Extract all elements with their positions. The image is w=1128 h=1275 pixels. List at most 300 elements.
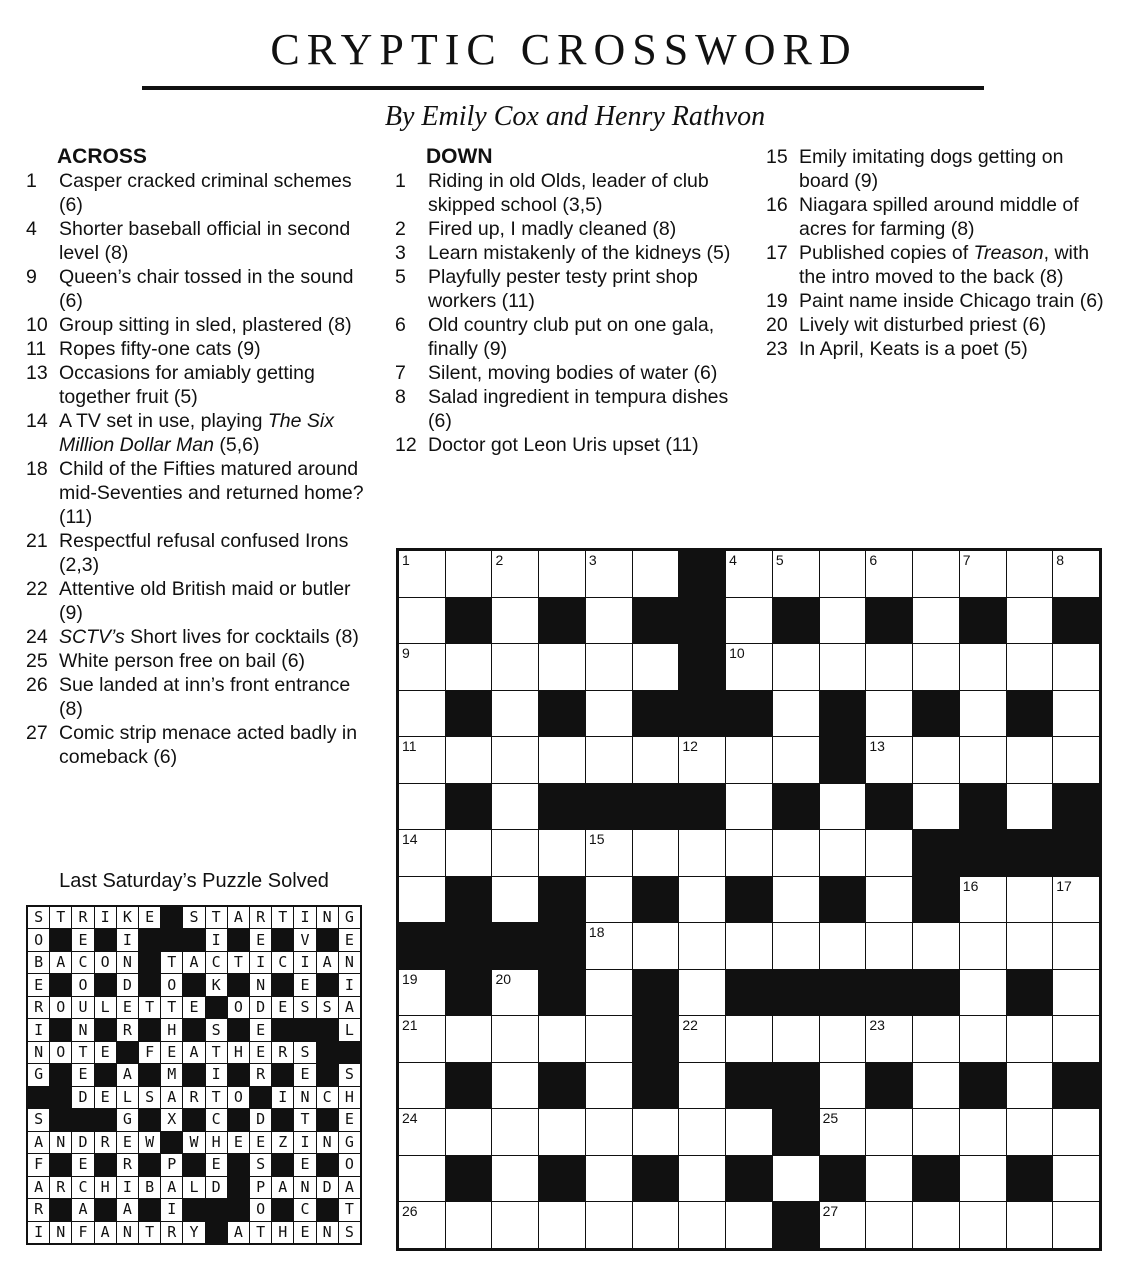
- grid-cell[interactable]: [726, 644, 772, 690]
- solved-block-cell: [272, 1064, 293, 1085]
- grid-cell[interactable]: [586, 1016, 632, 1062]
- grid-cell[interactable]: [866, 1202, 912, 1248]
- grid-cell[interactable]: [1007, 1063, 1053, 1109]
- solved-block-cell: [95, 929, 116, 950]
- solved-block-cell: [183, 1019, 204, 1040]
- grid-cell[interactable]: [820, 923, 866, 969]
- down-clue-8[interactable]: [395, 385, 740, 433]
- grid-cell[interactable]: [1007, 1016, 1053, 1062]
- grid-cell[interactable]: [446, 737, 492, 783]
- grid-cell[interactable]: [726, 784, 772, 830]
- grid-cell[interactable]: [633, 1109, 679, 1155]
- grid-cell[interactable]: [399, 830, 445, 876]
- grid-cell[interactable]: [726, 923, 772, 969]
- grid-cell[interactable]: [960, 1016, 1006, 1062]
- grid-cell[interactable]: [1053, 1156, 1099, 1202]
- grid-cell[interactable]: [1053, 1109, 1099, 1155]
- grid-cell[interactable]: [913, 1109, 959, 1155]
- clue-number: 13: [26, 362, 48, 384]
- down-clue-16[interactable]: [766, 193, 1111, 241]
- grid-cell[interactable]: [399, 970, 445, 1016]
- solved-block-cell: [317, 1019, 338, 1040]
- grid-cell[interactable]: [492, 830, 538, 876]
- clue-text: Published copies of Treason, with the intro moved to the back (8): [799, 242, 1090, 288]
- solved-block-cell: [139, 952, 160, 973]
- grid-cell[interactable]: [960, 877, 1006, 923]
- grid-block-cell: [866, 1063, 912, 1109]
- grid-cell[interactable]: [913, 551, 959, 597]
- grid-cell[interactable]: [1053, 877, 1099, 923]
- grid-cell[interactable]: [820, 598, 866, 644]
- grid-cell[interactable]: [492, 1109, 538, 1155]
- grid-cell[interactable]: [820, 1063, 866, 1109]
- solved-block-cell: [95, 1154, 116, 1175]
- clue-number: 15: [766, 146, 788, 168]
- grid-cell[interactable]: [586, 877, 632, 923]
- grid-cell[interactable]: [679, 970, 725, 1016]
- grid-cell[interactable]: [586, 1109, 632, 1155]
- grid-cell[interactable]: [446, 1109, 492, 1155]
- grid-cell[interactable]: [586, 644, 632, 690]
- grid-block-cell: [726, 691, 772, 737]
- grid-cell[interactable]: [1053, 644, 1099, 690]
- grid-cell[interactable]: [773, 737, 819, 783]
- grid-cell[interactable]: [960, 1202, 1006, 1248]
- down-clue-7[interactable]: [395, 361, 740, 385]
- solved-block-cell: [139, 1199, 160, 1220]
- grid-cell[interactable]: [586, 598, 632, 644]
- grid-cell[interactable]: [586, 551, 632, 597]
- grid-cell[interactable]: [492, 691, 538, 737]
- grid-cell[interactable]: [1007, 737, 1053, 783]
- clue-text: Paint name inside Chicago train (6): [799, 290, 1104, 312]
- grid-cell[interactable]: [586, 970, 632, 1016]
- solved-letter-cell: F: [28, 1154, 49, 1175]
- grid-cell[interactable]: [773, 1016, 819, 1062]
- grid-cell[interactable]: [586, 691, 632, 737]
- down-clue-23[interactable]: [766, 337, 1111, 361]
- grid-block-cell: [773, 970, 819, 1016]
- grid-cell[interactable]: [586, 830, 632, 876]
- grid-cell[interactable]: [1007, 551, 1053, 597]
- solved-letter-cell: T: [50, 907, 71, 928]
- grid-block-cell: [679, 644, 725, 690]
- solved-block-cell: [317, 974, 338, 995]
- grid-cell[interactable]: [399, 691, 445, 737]
- grid-block-cell: [446, 1063, 492, 1109]
- solved-letter-cell: S: [339, 1064, 360, 1085]
- cell-number: 11: [402, 738, 417, 755]
- grid-block-cell: [1053, 784, 1099, 830]
- across-clue-14[interactable]: [26, 409, 371, 457]
- grid-cell[interactable]: [866, 1109, 912, 1155]
- across-clue-21[interactable]: [26, 529, 371, 577]
- crossword-grid[interactable]: [396, 548, 1102, 1251]
- solved-block-cell: [228, 1199, 249, 1220]
- solved-letter-cell: E: [72, 1064, 93, 1085]
- across-clue-11[interactable]: [26, 337, 371, 361]
- cell-number: 12: [682, 738, 698, 755]
- solved-letter-cell: T: [206, 907, 227, 928]
- solved-letter-cell: T: [161, 952, 182, 973]
- down-clue-1[interactable]: [395, 169, 740, 217]
- solved-block-cell: [206, 1199, 227, 1220]
- solved-letter-cell: S: [28, 1109, 49, 1130]
- grid-cell[interactable]: [866, 923, 912, 969]
- grid-cell[interactable]: [446, 1202, 492, 1248]
- solved-block-cell: [139, 1109, 160, 1130]
- grid-cell[interactable]: [1007, 1202, 1053, 1248]
- clue-text: Ropes fifty-one cats (9): [59, 338, 261, 360]
- grid-cell[interactable]: [866, 737, 912, 783]
- solved-letter-cell: A: [339, 1177, 360, 1198]
- solved-letter-cell: C: [294, 1199, 315, 1220]
- grid-cell[interactable]: [539, 644, 585, 690]
- grid-block-cell: [539, 784, 585, 830]
- clue-number: 24: [26, 626, 48, 648]
- grid-cell[interactable]: [399, 644, 445, 690]
- grid-cell[interactable]: [820, 1109, 866, 1155]
- solved-block-cell: [272, 1154, 293, 1175]
- grid-cell[interactable]: [492, 877, 538, 923]
- grid-cell[interactable]: [726, 1109, 772, 1155]
- solved-letter-cell: R: [28, 1199, 49, 1220]
- grid-block-cell: [913, 970, 959, 1016]
- grid-cell[interactable]: [633, 737, 679, 783]
- grid-cell[interactable]: [679, 830, 725, 876]
- solved-block-cell: [228, 1109, 249, 1130]
- solved-block-cell: [72, 1109, 93, 1130]
- grid-cell[interactable]: [866, 551, 912, 597]
- grid-cell[interactable]: [913, 598, 959, 644]
- across-clue-25[interactable]: [26, 649, 371, 673]
- grid-cell[interactable]: [1007, 784, 1053, 830]
- clue-number: 23: [766, 338, 788, 360]
- grid-cell[interactable]: [539, 1109, 585, 1155]
- grid-cell[interactable]: [539, 1016, 585, 1062]
- grid-cell[interactable]: [820, 784, 866, 830]
- grid-cell[interactable]: [1007, 644, 1053, 690]
- grid-cell[interactable]: [492, 784, 538, 830]
- grid-cell[interactable]: [773, 1156, 819, 1202]
- grid-cell[interactable]: [679, 877, 725, 923]
- grid-cell[interactable]: [539, 1202, 585, 1248]
- grid-cell[interactable]: [679, 923, 725, 969]
- solved-letter-cell: I: [95, 907, 116, 928]
- solved-letter-cell: H: [161, 1019, 182, 1040]
- across-clue-10[interactable]: [26, 313, 371, 337]
- grid-cell[interactable]: [586, 1202, 632, 1248]
- across-clue-4[interactable]: [26, 217, 371, 265]
- cell-number: 24: [402, 1110, 418, 1127]
- grid-block-cell: [539, 877, 585, 923]
- down-clue-6[interactable]: [395, 313, 740, 361]
- solved-letter-cell: R: [250, 1064, 271, 1085]
- grid-cell[interactable]: [820, 551, 866, 597]
- grid-cell[interactable]: [446, 830, 492, 876]
- grid-cell[interactable]: [773, 644, 819, 690]
- grid-cell[interactable]: [1053, 1016, 1099, 1062]
- grid-cell[interactable]: [773, 877, 819, 923]
- grid-cell[interactable]: [1053, 923, 1099, 969]
- solved-letter-cell: N: [294, 1087, 315, 1108]
- grid-block-cell: [633, 784, 679, 830]
- grid-cell[interactable]: [586, 1156, 632, 1202]
- grid-cell[interactable]: [539, 830, 585, 876]
- solved-block-cell: [317, 1109, 338, 1130]
- solved-letter-cell: A: [228, 1222, 249, 1243]
- grid-cell[interactable]: [913, 1063, 959, 1109]
- across-clue-18[interactable]: [26, 457, 371, 529]
- clue-number: 27: [26, 722, 48, 744]
- solved-letter-cell: D: [250, 1109, 271, 1130]
- grid-cell[interactable]: [399, 1156, 445, 1202]
- grid-cell[interactable]: [679, 1109, 725, 1155]
- grid-cell[interactable]: [913, 737, 959, 783]
- clue-number: 11: [26, 338, 47, 360]
- solved-letter-cell: A: [72, 1199, 93, 1220]
- solved-letter-cell: T: [294, 1109, 315, 1130]
- grid-cell[interactable]: [913, 644, 959, 690]
- solved-block-cell: [50, 1019, 71, 1040]
- grid-cell[interactable]: [399, 1063, 445, 1109]
- grid-cell[interactable]: [773, 691, 819, 737]
- across-clue-22[interactable]: [26, 577, 371, 625]
- solved-block-cell: [206, 997, 227, 1018]
- grid-block-cell: [1007, 970, 1053, 1016]
- grid-cell[interactable]: [1053, 691, 1099, 737]
- grid-cell[interactable]: [1053, 1202, 1099, 1248]
- grid-cell[interactable]: [960, 923, 1006, 969]
- grid-block-cell: [820, 1156, 866, 1202]
- grid-cell[interactable]: [1007, 1109, 1053, 1155]
- grid-cell[interactable]: [1007, 877, 1053, 923]
- grid-block-cell: [633, 598, 679, 644]
- solved-letter-cell: C: [206, 1109, 227, 1130]
- solved-letter-cell: U: [72, 997, 93, 1018]
- grid-cell[interactable]: [773, 551, 819, 597]
- clue-text: Lively wit disturbed priest (6): [799, 314, 1047, 336]
- grid-cell[interactable]: [492, 1156, 538, 1202]
- grid-cell[interactable]: [492, 737, 538, 783]
- grid-block-cell: [1007, 1156, 1053, 1202]
- solved-letter-cell: I: [161, 1199, 182, 1220]
- grid-cell[interactable]: [866, 830, 912, 876]
- grid-cell[interactable]: [679, 737, 725, 783]
- grid-cell[interactable]: [773, 830, 819, 876]
- down-clue-19[interactable]: [766, 289, 1111, 313]
- grid-cell[interactable]: [913, 923, 959, 969]
- grid-cell[interactable]: [820, 1016, 866, 1062]
- across-clue-13[interactable]: [26, 361, 371, 409]
- grid-cell[interactable]: [820, 830, 866, 876]
- grid-cell[interactable]: [913, 1202, 959, 1248]
- solved-letter-cell: E: [72, 1154, 93, 1175]
- grid-cell[interactable]: [960, 737, 1006, 783]
- down-clue-20[interactable]: [766, 313, 1111, 337]
- clue-number: 2: [395, 218, 406, 240]
- grid-cell[interactable]: [446, 551, 492, 597]
- grid-block-cell: [866, 784, 912, 830]
- grid-cell[interactable]: [1053, 970, 1099, 1016]
- grid-cell[interactable]: [726, 1016, 772, 1062]
- grid-cell[interactable]: [633, 551, 679, 597]
- clue-number: 1: [395, 170, 406, 192]
- grid-cell[interactable]: [866, 644, 912, 690]
- solved-letter-cell: I: [294, 907, 315, 928]
- grid-cell[interactable]: [399, 784, 445, 830]
- grid-cell[interactable]: [726, 737, 772, 783]
- solved-letter-cell: I: [117, 1177, 138, 1198]
- grid-cell[interactable]: [726, 598, 772, 644]
- grid-cell[interactable]: [539, 551, 585, 597]
- grid-cell[interactable]: [633, 644, 679, 690]
- cell-number: 8: [1056, 552, 1065, 568]
- down-heading: DOWN: [426, 145, 493, 168]
- grid-cell[interactable]: [539, 737, 585, 783]
- grid-cell[interactable]: [492, 644, 538, 690]
- grid-cell[interactable]: [633, 830, 679, 876]
- solved-letter-cell: I: [28, 1222, 49, 1243]
- grid-block-cell: [633, 1156, 679, 1202]
- across-clue-24[interactable]: [26, 625, 371, 649]
- solved-letter-cell: I: [206, 1064, 227, 1085]
- grid-cell[interactable]: [399, 598, 445, 644]
- solved-block-cell: [317, 1064, 338, 1085]
- solved-letter-cell: F: [139, 1042, 160, 1063]
- solved-letter-cell: L: [117, 1087, 138, 1108]
- solved-letter-cell: E: [294, 974, 315, 995]
- grid-cell[interactable]: [492, 970, 538, 1016]
- solved-block-cell: [183, 1199, 204, 1220]
- grid-cell[interactable]: [866, 1156, 912, 1202]
- clue-text: Riding in old Olds, leader of club skipped school (3,5): [428, 170, 709, 216]
- solved-block-cell: [228, 1019, 249, 1040]
- down-clue-15[interactable]: [766, 145, 1111, 193]
- grid-cell[interactable]: [820, 1202, 866, 1248]
- grid-block-cell: [1053, 1063, 1099, 1109]
- grid-cell[interactable]: [960, 551, 1006, 597]
- grid-cell[interactable]: [960, 970, 1006, 1016]
- solved-puzzle-grid: [26, 905, 362, 1245]
- clue-text: Silent, moving bodies of water (6): [428, 362, 718, 384]
- across-clues: [26, 145, 371, 769]
- solved-letter-cell: B: [28, 952, 49, 973]
- grid-cell[interactable]: [866, 691, 912, 737]
- grid-cell[interactable]: [399, 737, 445, 783]
- grid-cell[interactable]: [679, 1063, 725, 1109]
- solved-block-cell: [272, 1019, 293, 1040]
- grid-cell[interactable]: [399, 551, 445, 597]
- grid-cell[interactable]: [586, 923, 632, 969]
- down-clue-5[interactable]: [395, 265, 740, 313]
- grid-block-cell: [913, 1156, 959, 1202]
- down-clue-2[interactable]: [395, 217, 740, 241]
- grid-cell[interactable]: [1007, 923, 1053, 969]
- grid-cell[interactable]: [492, 598, 538, 644]
- grid-block-cell: [492, 923, 538, 969]
- grid-cell[interactable]: [960, 1109, 1006, 1155]
- solved-letter-cell: C: [317, 1087, 338, 1108]
- grid-cell[interactable]: [960, 1156, 1006, 1202]
- solved-block-cell: [228, 974, 249, 995]
- solved-block-cell: [50, 1199, 71, 1220]
- grid-cell[interactable]: [913, 784, 959, 830]
- down-clue-12[interactable]: [395, 433, 740, 457]
- grid-cell[interactable]: [446, 1016, 492, 1062]
- solved-letter-cell: T: [206, 1042, 227, 1063]
- grid-cell[interactable]: [399, 1016, 445, 1062]
- clue-text: Occasions for amiably getting together fruit (5): [59, 362, 315, 408]
- across-clue-27[interactable]: [26, 721, 371, 769]
- grid-cell[interactable]: [492, 551, 538, 597]
- solved-letter-cell: H: [339, 1087, 360, 1108]
- grid-cell[interactable]: [866, 1016, 912, 1062]
- grid-cell[interactable]: [726, 551, 772, 597]
- solved-letter-cell: X: [161, 1109, 182, 1130]
- grid-cell[interactable]: [586, 737, 632, 783]
- solved-block-cell: [95, 1109, 116, 1130]
- grid-cell[interactable]: [446, 644, 492, 690]
- solved-letter-cell: R: [50, 1177, 71, 1198]
- solved-letter-cell: K: [206, 974, 227, 995]
- clue-text: Old country club put on one gala, finally (9): [428, 314, 715, 360]
- solved-block-cell: [139, 1019, 160, 1040]
- grid-block-cell: [773, 1109, 819, 1155]
- grid-cell[interactable]: [679, 1016, 725, 1062]
- down-clue-3[interactable]: [395, 241, 740, 265]
- solved-letter-cell: I: [339, 974, 360, 995]
- grid-cell[interactable]: [492, 1016, 538, 1062]
- cell-number: 1: [402, 552, 410, 568]
- down-clue-17[interactable]: [766, 241, 1111, 289]
- clue-text: A TV set in use, playing The Six Million Dollar Man (5,6): [59, 410, 334, 456]
- grid-cell[interactable]: [679, 1202, 725, 1248]
- grid-cell[interactable]: [633, 923, 679, 969]
- grid-cell[interactable]: [913, 1016, 959, 1062]
- grid-cell[interactable]: [726, 830, 772, 876]
- grid-cell[interactable]: [866, 877, 912, 923]
- grid-cell[interactable]: [399, 877, 445, 923]
- grid-cell[interactable]: [399, 1202, 445, 1248]
- solved-letter-cell: O: [228, 1087, 249, 1108]
- solved-letter-cell: R: [183, 1087, 204, 1108]
- grid-cell[interactable]: [960, 644, 1006, 690]
- grid-cell[interactable]: [586, 1063, 632, 1109]
- grid-cell[interactable]: [492, 1202, 538, 1248]
- grid-block-cell: [1053, 830, 1099, 876]
- grid-cell[interactable]: [399, 1109, 445, 1155]
- solved-letter-cell: T: [206, 1087, 227, 1108]
- solved-letter-cell: H: [95, 1177, 116, 1198]
- grid-cell[interactable]: [1053, 737, 1099, 783]
- grid-cell[interactable]: [726, 1202, 772, 1248]
- grid-cell[interactable]: [492, 1063, 538, 1109]
- across-clue-26[interactable]: [26, 673, 371, 721]
- solved-letter-cell: O: [50, 1042, 71, 1063]
- grid-cell[interactable]: [773, 923, 819, 969]
- grid-cell[interactable]: [633, 1202, 679, 1248]
- grid-cell[interactable]: [820, 644, 866, 690]
- grid-cell[interactable]: [1007, 598, 1053, 644]
- clue-text: Child of the Fifties matured around mid-Seventies and returned home? (11): [59, 458, 364, 528]
- grid-cell[interactable]: [679, 1156, 725, 1202]
- across-clue-9[interactable]: [26, 265, 371, 313]
- across-clue-1[interactable]: [26, 169, 371, 217]
- grid-cell[interactable]: [1053, 551, 1099, 597]
- cell-number: 6: [869, 552, 878, 568]
- grid-cell[interactable]: [960, 691, 1006, 737]
